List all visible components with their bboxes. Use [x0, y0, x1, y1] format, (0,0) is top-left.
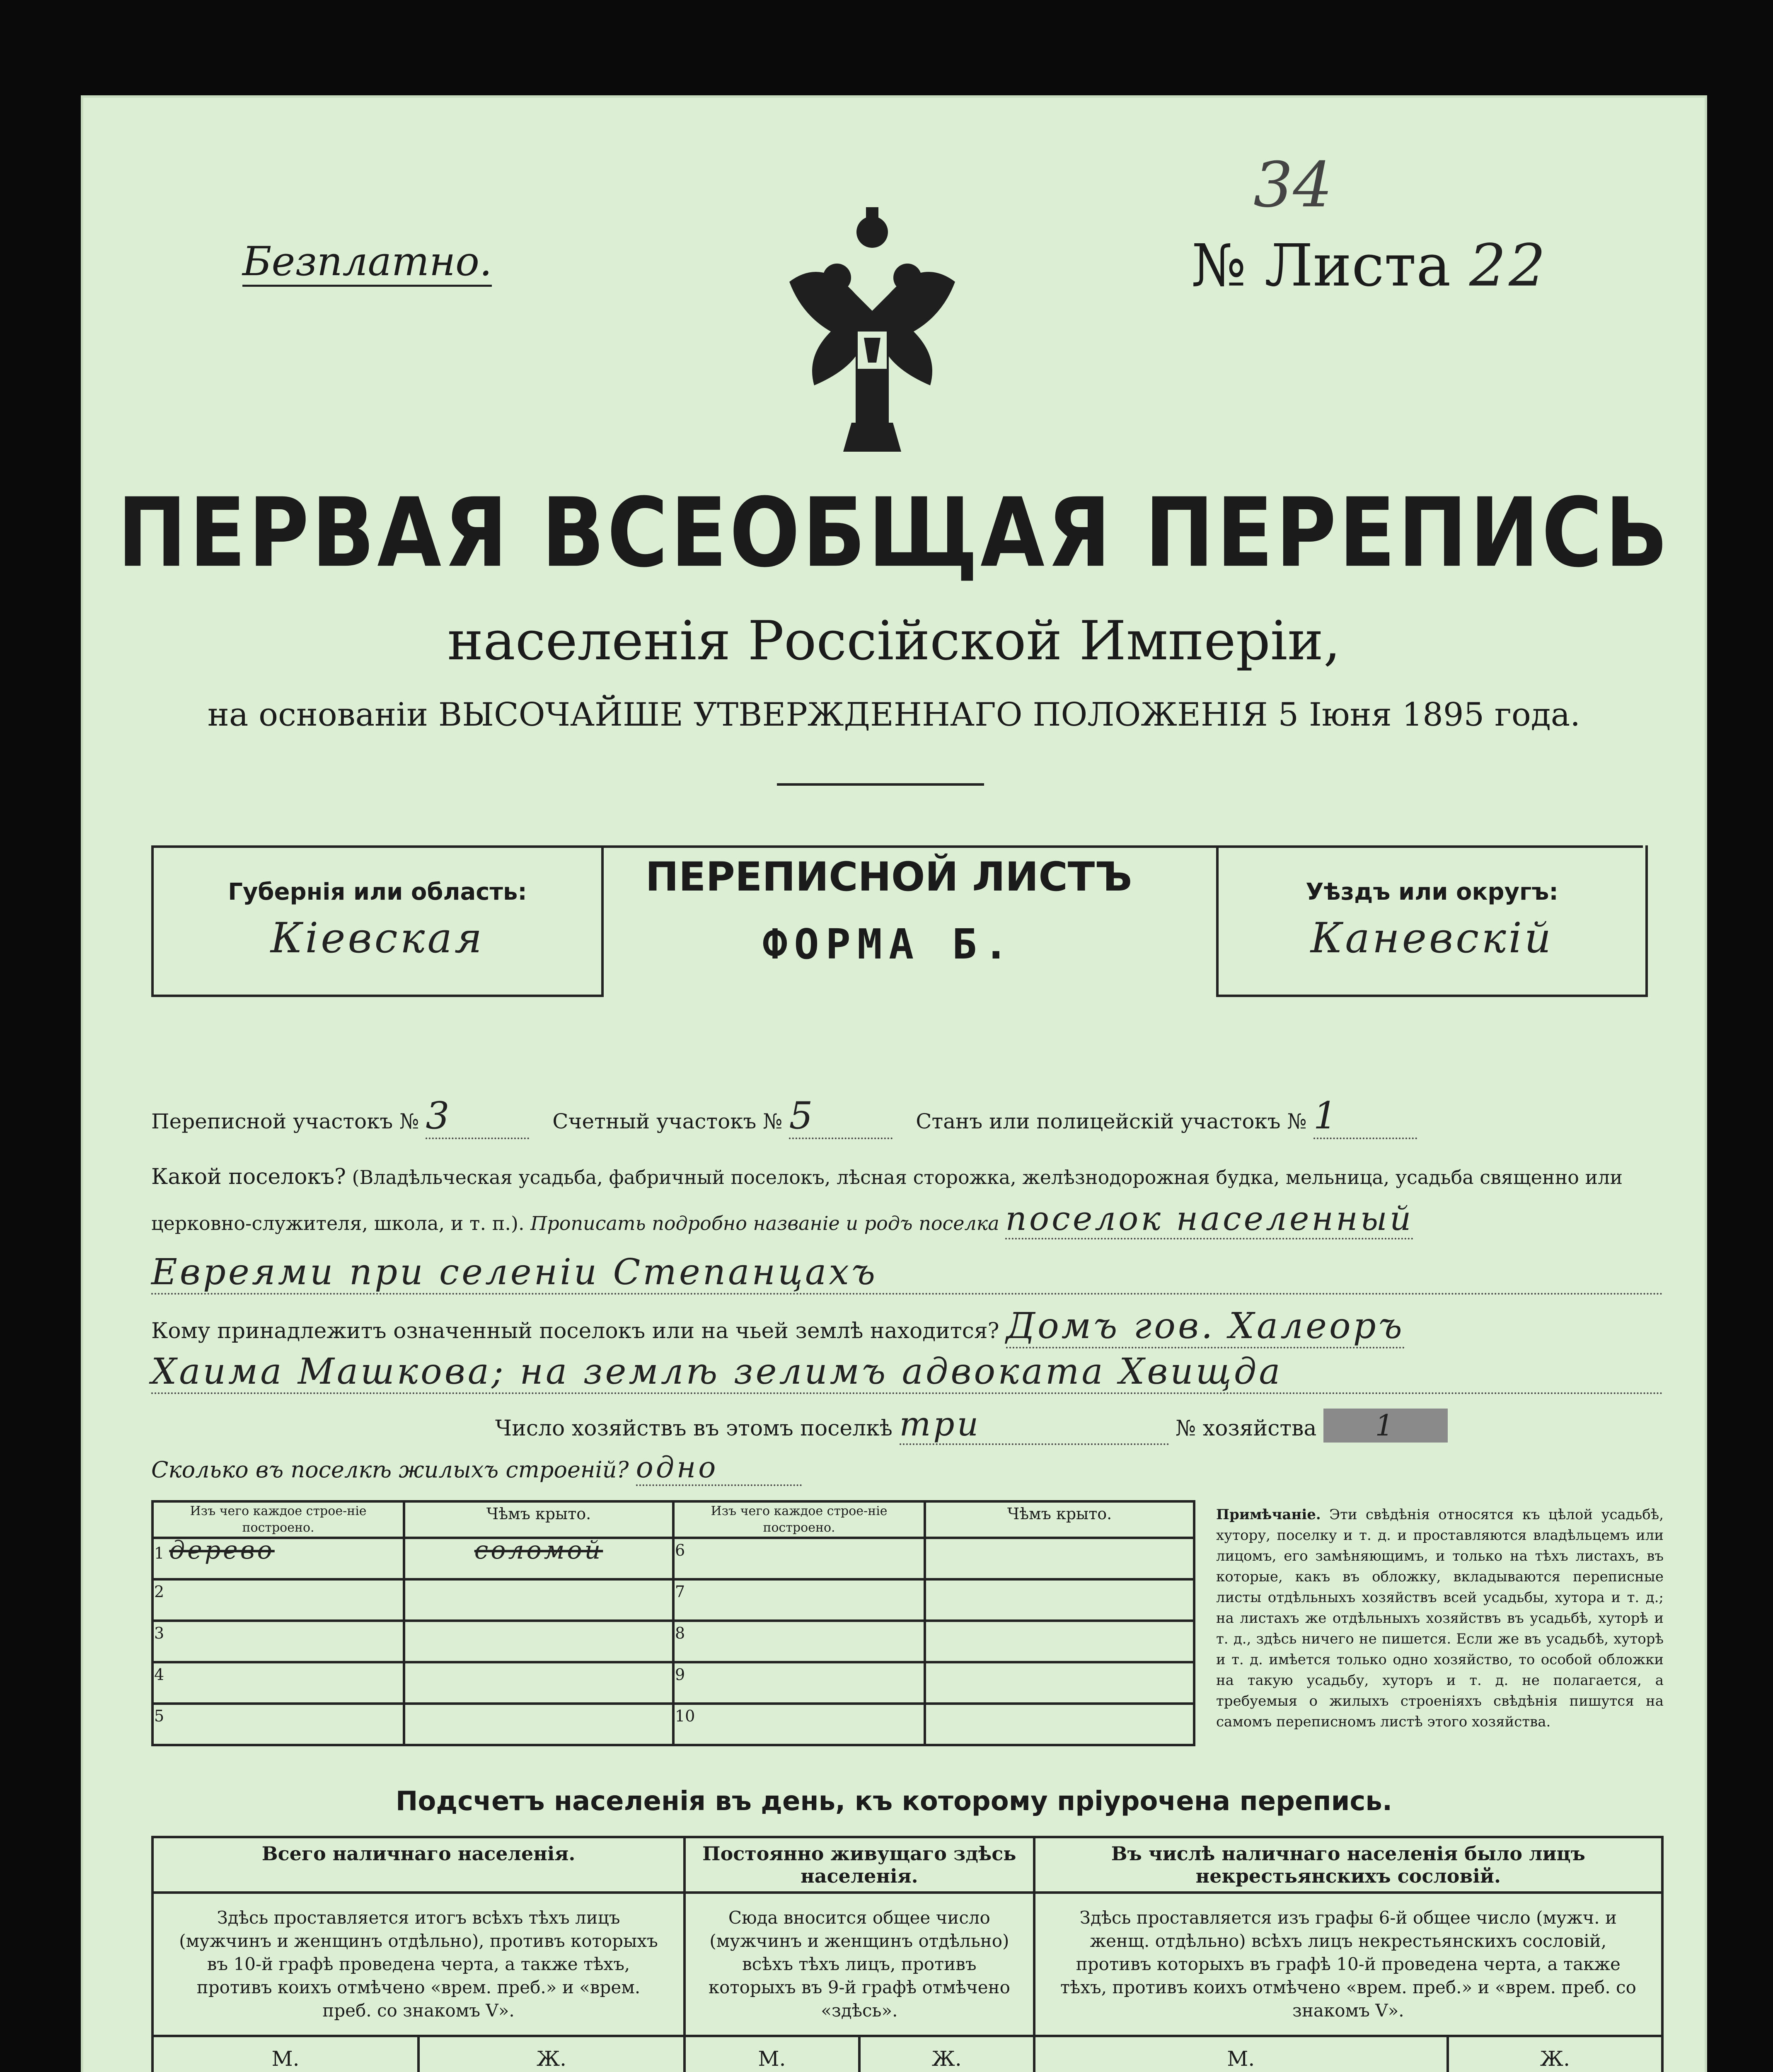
household-no-value: 1 — [1323, 1409, 1448, 1443]
owner-label: Кому принадлежитъ означенный поселокъ или на чьей землѣ находится? — [151, 1319, 999, 1343]
police-district-label: Станъ или полицейскій участокъ № — [916, 1109, 1307, 1133]
row1-material: дерево — [169, 1536, 275, 1565]
district-label: Уѣздъ или округъ: — [1306, 879, 1558, 905]
f-label: Ж. — [859, 2036, 1034, 2072]
district-box — [1216, 845, 1648, 997]
col2-title: Постоянно живущаго здѣсь населенія. — [685, 1837, 1034, 1893]
col-roof-header: Чѣмъ крыто. — [404, 1501, 673, 1538]
sheet-number-block — [1191, 232, 1548, 300]
imperial-eagle-emblem — [764, 207, 980, 464]
census-form-paper — [81, 95, 1707, 2072]
page-title: ПЕРВАЯ ВСЕОБЩАЯ ПЕРЕПИСЬ — [117, 477, 1671, 589]
col-roof-header-2: Чѣмъ крыто. — [925, 1501, 1194, 1538]
census-district-row — [151, 1094, 1664, 1139]
household-no-label: № хозяйства — [1176, 1416, 1317, 1441]
census-district-value: 3 — [426, 1094, 529, 1139]
province-box — [151, 845, 604, 997]
table-row: 8 — [673, 1621, 925, 1662]
subtitle: населенія Россійской Имперіи, — [447, 609, 1341, 672]
form-name: ФОРМА Б. — [762, 920, 1015, 968]
table-row: 10 — [673, 1704, 925, 1745]
police-district-value: 1 — [1313, 1094, 1417, 1139]
table-row: 9 — [673, 1662, 925, 1704]
row1-roof: соломой — [404, 1538, 673, 1579]
basis-line: на основаніи ВЫСОЧАЙШЕ УТВЕРЖДЕННАГО ПОЛОЖЕНІЯ 5 Іюня 1895 года. — [207, 696, 1581, 733]
owner-value-1: Домъ гов. Халеоръ — [1006, 1305, 1405, 1348]
col-material-header-2: Изъ чего каждое строе-ніе построено. — [673, 1501, 925, 1538]
owner-value-2: Хаима Машкова; на землѣ зелимъ адвоката Хвищда — [151, 1351, 1664, 1394]
table-row: 1 дерево — [152, 1538, 404, 1579]
households-row — [495, 1405, 1655, 1445]
settlement-value-1: поселок населенный — [1005, 1199, 1413, 1239]
col1-title: Всего наличнаго населенія. — [152, 1837, 685, 1893]
sheet-number-handwritten: 34 — [1253, 149, 1333, 221]
m-label: М. — [1034, 2036, 1448, 2072]
buildings-row — [151, 1450, 1664, 1486]
settlement-hint: (Владѣльческая усадьба, фабричный поселокъ, лѣсная сторожка, желѣзнодорожная будка, мельница, усадьба священно или церковно-служителя, школа, и т. п.). — [151, 1166, 1623, 1234]
table-row: 5 — [152, 1704, 404, 1745]
households-label: Число хозяйствъ въ этомъ поселкѣ — [495, 1416, 893, 1441]
settlement-value-2: Евреями при селеніи Степанцахъ — [151, 1251, 1664, 1295]
buildings-table — [151, 1500, 1195, 1746]
table-row: 2 — [152, 1579, 404, 1621]
settlement-label: Какой поселокъ? — [151, 1164, 346, 1189]
settlement-hint2: Прописать подробно названіе и родъ поселка — [530, 1212, 999, 1234]
table-row: 4 — [152, 1662, 404, 1704]
col3-title: Въ числѣ наличнаго населенія было лицъ некрестьянскихъ сословій. — [1034, 1837, 1662, 1893]
table-row: 3 — [152, 1621, 404, 1662]
col2-desc: Сюда вносится общее число (мужчинъ и женщинъ отдѣльно) всѣхъ тѣхъ лицъ, противъ которыхъ въ 9-й графѣ отмѣчено «здѣсь». — [685, 1893, 1034, 2036]
note-block — [1216, 1504, 1664, 1732]
population-table — [151, 1836, 1664, 2072]
note-text: Эти свѣдѣнія относятся къ цѣлой усадьбѣ, хутору, поселку и т. д. и проставляются владѣльцемъ или лицомъ, его замѣняющимъ, и только на тѣхъ листахъ, въ которые, какъ въ обложку, вкладываются переписные листы отдѣльныхъ хозяйствъ всей усадьбы, хутора и т. д.; на листахъ же отдѣльныхъ хозяйствъ въ усадьбѣ, хуторѣ и т. д., здѣсь ничего не пишется. Если же въ усадьбѣ, хуторѣ и т. д. имѣется только одно хозяйство, то особой обложки на такую усадьбу, хуторъ и т. д. не полагается, а требуемыя о жилыхъ строеніяхъ свѣдѣнія пишутся на самомъ переписномъ листѣ этого хозяйства. — [1216, 1506, 1664, 1730]
f-label: Ж. — [1448, 2036, 1662, 2072]
buildings-value: одно — [636, 1450, 802, 1486]
table-row: 6 — [673, 1538, 925, 1579]
settlement-row — [151, 1156, 1664, 1244]
table-row: 7 — [673, 1579, 925, 1621]
counting-district-value: 5 — [789, 1094, 893, 1139]
col1-desc: Здѣсь проставляется итогъ всѣхъ тѣхъ лицъ (мужчинъ и женщинъ отдѣльно), противъ которыхъ въ 10-й графѣ проведена черта, а также тѣхъ, противъ коихъ отмѣчено «врем. преб.» и «врем. преб. со знакомъ V». — [152, 1893, 685, 2036]
counting-district-label: Счетный участокъ № — [552, 1109, 783, 1133]
m-label: М. — [685, 2036, 859, 2072]
note-title: Примѣчаніе. — [1216, 1506, 1321, 1523]
buildings-label: Сколько въ поселкѣ жилыхъ строеній? — [151, 1457, 629, 1483]
population-title: Подсчетъ населенія въ день, къ которому пріурочена перепись. — [395, 1786, 1393, 1817]
province-value: Кіевская — [270, 914, 485, 962]
province-label: Губернія или область: — [228, 879, 527, 905]
f-label: Ж. — [418, 2036, 685, 2072]
divider — [777, 783, 984, 786]
m-label: М. — [152, 2036, 418, 2072]
form-title: ПЕРЕПИСНОЙ ЛИСТЪ — [645, 854, 1132, 900]
sheet-number: 22 — [1469, 232, 1548, 300]
free-label: Безплатно. — [242, 238, 492, 287]
census-district-label: Переписной участокъ № — [151, 1109, 419, 1133]
col-material-header: Изъ чего каждое строе-ніе построено. — [152, 1501, 404, 1538]
sheet-label: № Листа — [1191, 232, 1451, 300]
district-value: Каневскій — [1310, 914, 1554, 962]
owner-row — [151, 1305, 1664, 1347]
col3-desc: Здѣсь проставляется изъ графы 6-й общее число (мужч. и женщ. отдѣльно) всѣхъ лицъ некрестьянскихъ сословій, противъ которыхъ въ графѣ 10-й проведена черта, а также тѣхъ, противъ коихъ отмѣчено «врем. преб.» и «врем. преб. со знакомъ V». — [1034, 1893, 1662, 2036]
households-value: три — [900, 1405, 1169, 1445]
